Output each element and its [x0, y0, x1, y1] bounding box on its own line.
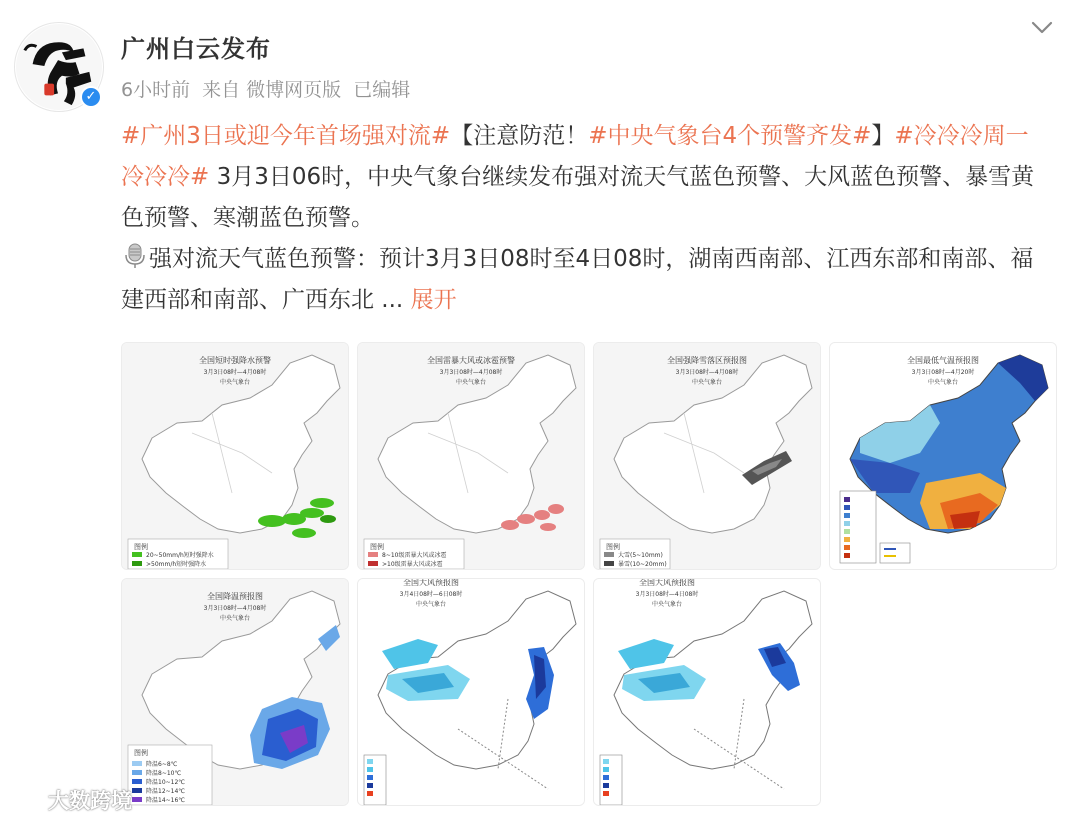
- map-title: 全国大风预报图: [639, 578, 695, 587]
- hashtag-guangzhou[interactable]: #广州3日或迎今年首场强对流#: [121, 123, 451, 149]
- post-text-segment: 【注意防范！: [450, 123, 589, 149]
- map-org: 中央气象台: [927, 379, 958, 386]
- watermark: [8, 785, 132, 815]
- map-date: 3月3日08时—4月08时: [203, 605, 267, 612]
- map-date: 3月4日08时—6日08时: [399, 591, 463, 598]
- post-text-segment: 3月3日06时，中央气象台继续发布强对流天气蓝色预警、大风蓝色预警、暴雪黄色预警、寒潮蓝色预警。: [121, 164, 1035, 231]
- hashtag-cma[interactable]: #中央气象台4个预警齐发#: [588, 123, 872, 149]
- legend-item: 降温8~10℃: [146, 770, 182, 777]
- map-org: 中央气象台: [455, 379, 486, 386]
- legend-item: >10级雷暴大风或冰雹: [382, 561, 443, 568]
- username[interactable]: 广州白云发布: [121, 35, 271, 63]
- map-org: 中央气象台: [651, 601, 682, 608]
- chevron-down-icon[interactable]: [1030, 18, 1054, 38]
- legend-item: 20~50mm/h短时强降水: [146, 552, 214, 559]
- map-title: 全国最低气温预报图: [907, 356, 979, 365]
- expand-link[interactable]: 展开: [410, 287, 457, 313]
- image-thumbnail-min-temperature[interactable]: [829, 342, 1057, 570]
- map-title: 全国大风预报图: [403, 578, 459, 587]
- watermark-logo-icon: [8, 787, 48, 813]
- image-thumbnail-temperature-drop[interactable]: [121, 578, 349, 806]
- legend-title: 图例: [370, 543, 384, 551]
- legend-item: 降温14~16℃: [146, 797, 186, 804]
- legend-title: 图例: [134, 749, 148, 757]
- microphone-icon: [121, 243, 149, 269]
- post-text-segment: 】: [871, 123, 895, 149]
- map-org: 中央气象台: [219, 615, 250, 622]
- legend-item: >50mm/h短时强降水: [146, 561, 207, 568]
- hashtag-cold[interactable]: #冷冷冷周一冷冷冷#: [121, 123, 1029, 190]
- legend-item: 8~10级雷暴大风或冰雹: [382, 552, 447, 559]
- legend-item: 大雪(5~10mm): [618, 552, 663, 559]
- watermark-text: 大数跨境: [48, 789, 132, 813]
- legend-item: 暴雪(10~20mm): [618, 561, 667, 568]
- map-title: 全国强降雪落区预报图: [667, 356, 747, 365]
- image-thumbnail-thunderstorm[interactable]: [357, 342, 585, 570]
- image-thumbnail-wind-3-4[interactable]: [593, 578, 821, 806]
- map-title: 全国降温预报图: [207, 592, 263, 601]
- map-title: 全国短时强降水预警: [199, 356, 271, 365]
- map-title: 全国雷暴大风或冰雹预警: [427, 356, 515, 365]
- map-date: 3月3日08时—4日08时: [635, 591, 699, 598]
- post-text-segment: 强对流天气蓝色预警：预计3月3日08时至4日08时，湖南西南部、江西东部和南部、福建西部和南部、广西东北 ...: [121, 246, 1034, 313]
- legend-item: 降温12~14℃: [146, 788, 186, 795]
- post-time[interactable]: 6小时前: [121, 79, 191, 101]
- map-date: 3月3日08时—4月08时: [203, 369, 267, 376]
- post-text: [121, 116, 1051, 321]
- legend-item: 降温10~12℃: [146, 779, 186, 786]
- legend-item: 降温6~8℃: [146, 761, 178, 768]
- image-thumbnail-wind-4-6[interactable]: [357, 578, 585, 806]
- verified-icon: ✓: [80, 86, 102, 108]
- image-thumbnail-heavy-rain[interactable]: [121, 342, 349, 570]
- map-org: 中央气象台: [219, 379, 250, 386]
- legend-title: 图例: [606, 543, 620, 551]
- map-date: 3月3日08时—4月20时: [911, 369, 975, 376]
- post-source: 来自 微博网页版: [202, 79, 342, 101]
- image-thumbnail-snowfall[interactable]: [593, 342, 821, 570]
- legend-title: 图例: [134, 543, 148, 551]
- map-date: 3月3日08时—4月08时: [675, 369, 739, 376]
- map-org: 中央气象台: [415, 601, 446, 608]
- edited-label[interactable]: 已编辑: [353, 79, 411, 101]
- map-date: 3月3日08时—4月08时: [439, 369, 503, 376]
- post-meta: [121, 75, 416, 102]
- map-org: 中央气象台: [691, 379, 722, 386]
- weather-map: [358, 579, 585, 806]
- weather-map: [594, 579, 821, 806]
